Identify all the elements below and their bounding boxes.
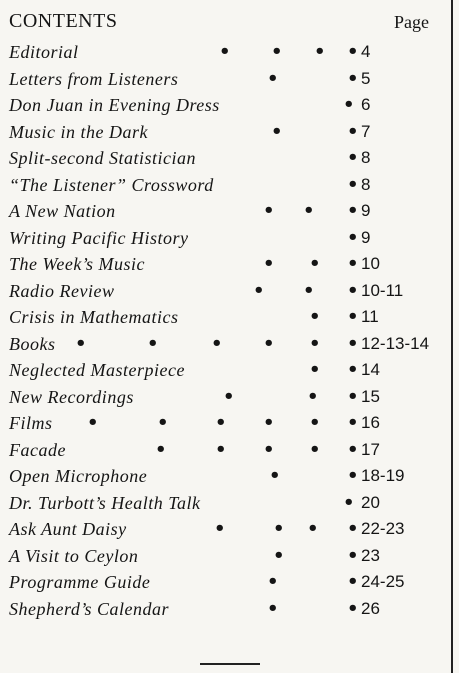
toc-entry-title: Crisis in Mathematics (9, 307, 179, 327)
leader-dot: • (263, 412, 275, 433)
leader-dot: • (263, 200, 275, 221)
leader-dot: • (157, 412, 169, 433)
toc-page-number: 17 (361, 439, 380, 459)
leader-dot: • (347, 597, 359, 619)
leader-dot: • (267, 597, 279, 619)
leader-dot: • (263, 253, 275, 274)
contents-header (9, 8, 429, 38)
toc-entry-title: Films (9, 413, 53, 433)
toc-page-number: 24-25 (361, 572, 405, 591)
toc-page-number: 9 (361, 227, 371, 247)
toc-entry-title: Editorial (9, 42, 79, 62)
toc-row (9, 492, 449, 519)
toc-page-number: 5 (361, 68, 371, 88)
toc-page-number: 6 (361, 95, 371, 114)
leader-dot: • (307, 518, 319, 539)
leader-dot: • (215, 438, 227, 460)
end-rule (200, 663, 260, 665)
leader-dot: • (271, 120, 283, 142)
toc-row (9, 333, 449, 360)
toc-entry-title: Programme Guide (9, 572, 151, 592)
toc-entry-title: Music in the Dark (9, 121, 148, 142)
leader-dot: • (253, 279, 265, 301)
leader-dot: • (211, 332, 223, 354)
toc-entry-title: “The Listener” Crossword (9, 174, 214, 195)
leader-dot: • (214, 518, 226, 539)
toc-row (9, 439, 449, 466)
leader-dot: • (347, 412, 359, 433)
toc-page-number: 12-13-14 (361, 333, 430, 353)
leader-dot: • (309, 253, 321, 274)
toc-entry-title: Shepherd’s Calendar (9, 598, 169, 619)
toc-page-number: 16 (361, 413, 380, 432)
leader-dot: • (347, 67, 359, 89)
toc-row (9, 68, 449, 95)
toc-row (9, 227, 449, 254)
leader-dot: • (347, 385, 359, 407)
toc-entry-title: The Week’s Music (9, 254, 145, 274)
leader-dot: • (347, 359, 359, 380)
toc-page-number: 9 (361, 201, 371, 220)
toc-page-number: 10-11 (361, 280, 404, 300)
leader-dot: • (314, 41, 326, 62)
toc-entry-title: Open Microphone (9, 466, 148, 486)
leader-dot: • (347, 465, 359, 486)
leader-dot: • (347, 306, 359, 327)
page-column-label: Page (394, 12, 429, 32)
leader-dot: • (347, 200, 359, 221)
leader-dot: • (343, 491, 355, 513)
leader-dot: • (309, 412, 321, 433)
toc-row (9, 518, 449, 545)
leader-dot: • (347, 41, 359, 62)
leader-dot: • (303, 200, 315, 221)
leader-dot: • (347, 147, 359, 168)
leader-dot: • (309, 359, 321, 380)
toc-row (9, 545, 449, 572)
toc-entry-title: A New Nation (9, 201, 116, 221)
toc-row (9, 94, 449, 121)
toc-row (9, 598, 449, 625)
leader-dot: • (309, 332, 321, 354)
leader-dot: • (263, 332, 275, 354)
leader-dot: • (273, 544, 285, 566)
leader-dot: • (87, 412, 99, 433)
toc-entry-title: Neglected Masterpiece (9, 360, 185, 380)
leader-dot: • (347, 253, 359, 274)
toc-page-number: 8 (361, 174, 371, 194)
leader-dot: • (219, 41, 231, 62)
toc-row (9, 359, 449, 386)
toc-entry-title: Radio Review (9, 280, 115, 301)
leader-dot: • (273, 518, 285, 539)
toc-entry-title: Facade (9, 439, 66, 460)
toc-page-number: 7 (361, 121, 371, 141)
column-rule (451, 0, 453, 673)
toc-row (9, 465, 449, 492)
leader-dot: • (347, 120, 359, 142)
leader-dot: • (347, 544, 359, 566)
toc-entry-title: Dr. Turbott’s Health Talk (9, 492, 201, 513)
toc-page-number: 22-23 (361, 519, 405, 538)
toc-page-number: 14 (361, 360, 380, 379)
toc-row (9, 280, 449, 307)
toc-entry-title: Books (9, 333, 56, 354)
toc-row (9, 147, 449, 174)
leader-dot: • (347, 279, 359, 301)
toc-page-number: 8 (361, 148, 371, 167)
leader-dot: • (155, 438, 167, 460)
toc-page-number: 20 (361, 492, 380, 512)
toc-entry-title: Writing Pacific History (9, 227, 189, 248)
toc-row (9, 306, 449, 333)
toc-page-number: 10 (361, 254, 380, 273)
toc-page-number: 26 (361, 598, 380, 618)
leader-dot: • (303, 279, 315, 301)
leader-dot: • (267, 67, 279, 89)
toc-entry-title: Don Juan in Evening Dress (9, 95, 220, 115)
toc-row (9, 174, 449, 201)
leader-dot: • (309, 438, 321, 460)
leader-dot: • (347, 226, 359, 248)
toc-page-number: 18-19 (361, 466, 405, 485)
toc-page-number: 23 (361, 545, 380, 565)
leader-dot: • (347, 173, 359, 195)
toc-row (9, 121, 449, 148)
toc-entry-title: A Visit to Ceylon (9, 545, 139, 566)
contents-title: CONTENTS (9, 10, 118, 32)
toc-row (9, 253, 449, 280)
toc-page-number: 11 (361, 307, 379, 326)
leader-dot: • (347, 332, 359, 354)
leader-dot: • (147, 332, 159, 354)
toc-entry-title: Split-second Statistician (9, 148, 196, 168)
leader-dot: • (347, 571, 359, 592)
leader-dot: • (347, 518, 359, 539)
toc-row (9, 386, 449, 413)
leader-dot: • (271, 41, 283, 62)
leader-dot: • (215, 412, 227, 433)
leader-dot: • (223, 385, 235, 407)
leader-dot: • (269, 465, 281, 486)
leader-dot: • (307, 385, 319, 407)
toc-page-number: 4 (361, 42, 371, 61)
toc-entry-title: New Recordings (9, 386, 134, 407)
table-of-contents (9, 41, 449, 624)
leader-dot: • (267, 571, 279, 592)
leader-dot: • (343, 94, 355, 115)
toc-entry-title: Letters from Listeners (9, 68, 179, 89)
toc-page-number: 15 (361, 386, 380, 406)
leader-dot: • (347, 438, 359, 460)
toc-entry-title: Ask Aunt Daisy (9, 519, 127, 539)
leader-dot: • (263, 438, 275, 460)
leader-dot: • (75, 332, 87, 354)
toc-row (9, 412, 449, 439)
toc-row (9, 571, 449, 598)
toc-row (9, 200, 449, 227)
toc-row (9, 41, 449, 68)
leader-dot: • (309, 306, 321, 327)
